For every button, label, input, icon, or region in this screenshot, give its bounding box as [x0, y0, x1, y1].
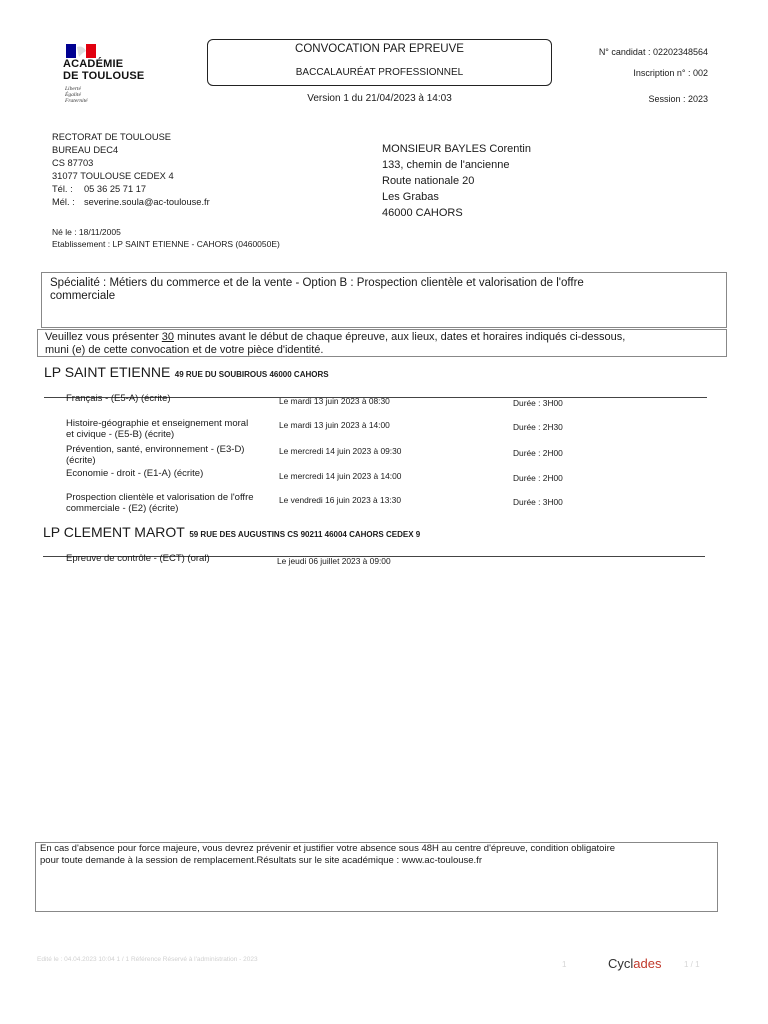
specialty-text: [50, 277, 720, 303]
notice-post: minutes avant le début de chaque épreuve, aux lieux, dates et horaires indiqués ci-dessous,: [174, 331, 626, 343]
document-subtitle: BACCALAURÉAT PROFESSIONNEL: [295, 67, 464, 78]
sender-mail-row: [52, 196, 210, 209]
exam-duration: Durée : 3H00: [513, 497, 563, 507]
logo-line-1: ACADÉMIE: [63, 58, 124, 70]
recipient-line: Les Grabas: [382, 191, 439, 203]
exam-name: Economie - droit - (E1-A) (écrite): [66, 468, 204, 479]
specialty-line-1: Spécialité : Métiers du commerce et de la vente - Option B : Prospection clientèle et valorisation de l'offre: [50, 277, 584, 289]
phone-number: 05 36 25 71 17: [84, 184, 147, 194]
sender-line: 31077 TOULOUSE CEDEX 4: [52, 171, 174, 181]
exam-date: Le mardi 13 juin 2023 à 14:00: [279, 420, 390, 430]
exam-center-address: 49 RUE DU SOUBIROUS 46000 CAHORS: [174, 370, 329, 379]
academy-logo-text: [63, 58, 144, 82]
absence-notice-text: [40, 843, 716, 866]
page-count: 1 / 1: [684, 960, 700, 969]
recipient-line: 46000 CAHORS: [382, 207, 463, 219]
birth-date: Né le : 18/11/2005: [52, 227, 121, 237]
brand-part-2: ades: [633, 956, 662, 971]
mail-address: severine.soula@ac-toulouse.fr: [84, 197, 210, 207]
marianne-flag-logo: [66, 44, 96, 58]
exam-duration: Durée : 2H30: [513, 422, 563, 432]
candidate-number: N° candidat : 02202348564: [598, 47, 708, 57]
notice-line-2: muni (e) de cette convocation et de votre pièce d'identité.: [45, 343, 324, 356]
notice-text: [45, 331, 725, 356]
brand-part-1: Cycl: [608, 956, 634, 971]
exam-name: Prospection clientèle et valorisation de l'offre commerciale - (E2) (écrite): [66, 492, 254, 514]
cyclades-logo: [608, 956, 661, 971]
exam-duration: Durée : 2H00: [513, 473, 563, 483]
exam-date: Le mercredi 14 juin 2023 à 09:30: [279, 446, 402, 456]
motto-egalite: Égalité: [65, 92, 81, 98]
exam-name: Histoire-géographie et enseignement moral et civique - (E5-B) (écrite): [66, 418, 249, 440]
page-marker: 1: [562, 960, 567, 969]
phone-label: Tél. :: [52, 184, 73, 194]
sender-line: RECTORAT DE TOULOUSE: [52, 132, 171, 142]
recipient-line: 133, chemin de l'ancienne: [382, 159, 510, 171]
notice-minutes: 30: [161, 331, 175, 343]
exam-date: Le jeudi 06 juillet 2023 à 09:00: [277, 556, 391, 566]
mail-label: Mél. :: [52, 197, 75, 207]
exam-date: Le mercredi 14 juin 2023 à 14:00: [279, 471, 402, 481]
print-metadata: Edité le : 04.04.2023 10:04 1 / 1 Référence Réservé à l'administration - 2023: [37, 956, 258, 963]
exam-center-address: 59 RUE DES AUGUSTINS CS 90211 46004 CAHORS CEDEX 9: [189, 530, 421, 539]
sender-phone-row: [52, 183, 210, 196]
recipient-address: [382, 141, 531, 221]
school-line: Etablissement : LP SAINT ETIENNE - CAHORS (0460050E): [52, 239, 280, 249]
sender-line: CS 87703: [52, 158, 94, 168]
exam-center-name: LP CLEMENT MAROT: [43, 524, 185, 540]
exam-date: Le vendredi 16 juin 2023 à 13:30: [279, 495, 402, 505]
exam-name: Epreuve de contrôle - (ECT) (oral): [66, 553, 210, 564]
recipient-line: MONSIEUR BAYLES Corentin: [382, 143, 531, 155]
exam-name: Prévention, santé, environnement - (E3-D) (écrite): [66, 444, 245, 466]
exam-duration: Durée : 3H00: [513, 398, 563, 408]
absence-line-1: En cas d'absence pour force majeure, vous devrez prévenir et justifier votre absence sous 48H au centre d'épreuve, condition obligatoire: [40, 843, 616, 854]
motto-liberte: Liberté: [65, 86, 81, 92]
inscription-number: Inscription n° : 002: [633, 68, 708, 78]
version-line: Version 1 du 21/04/2023 à 14:03: [307, 93, 452, 104]
session-year: Session : 2023: [648, 94, 708, 104]
exam-date: Le mardi 13 juin 2023 à 08:30: [279, 396, 390, 406]
candidate-birth-info: [52, 226, 280, 250]
absence-line-2: pour toute demande à la session de remplacement.Résultats sur le site académique : www.ac-toulouse.fr: [40, 854, 482, 866]
notice-line-1: [45, 331, 725, 344]
exam-name: Français - (E5-A) (écrite): [66, 393, 171, 404]
exam-center-1-heading: [44, 364, 329, 382]
motto-fraternite: Fraternité: [65, 98, 88, 104]
exam-center-name: LP SAINT ETIENNE: [44, 364, 171, 380]
specialty-line-2: commerciale: [50, 290, 116, 302]
logo-line-2: DE TOULOUSE: [63, 70, 145, 82]
exam-duration: Durée : 2H00: [513, 448, 563, 458]
sender-address: [52, 131, 210, 209]
document-title: CONVOCATION PAR EPREUVE: [295, 43, 464, 55]
exam-center-2-heading: [43, 524, 420, 542]
logo-motto: [65, 86, 88, 104]
sender-line: BUREAU DEC4: [52, 145, 119, 155]
recipient-line: Route nationale 20: [382, 175, 475, 187]
notice-pre: Veuillez vous présenter: [45, 331, 162, 343]
